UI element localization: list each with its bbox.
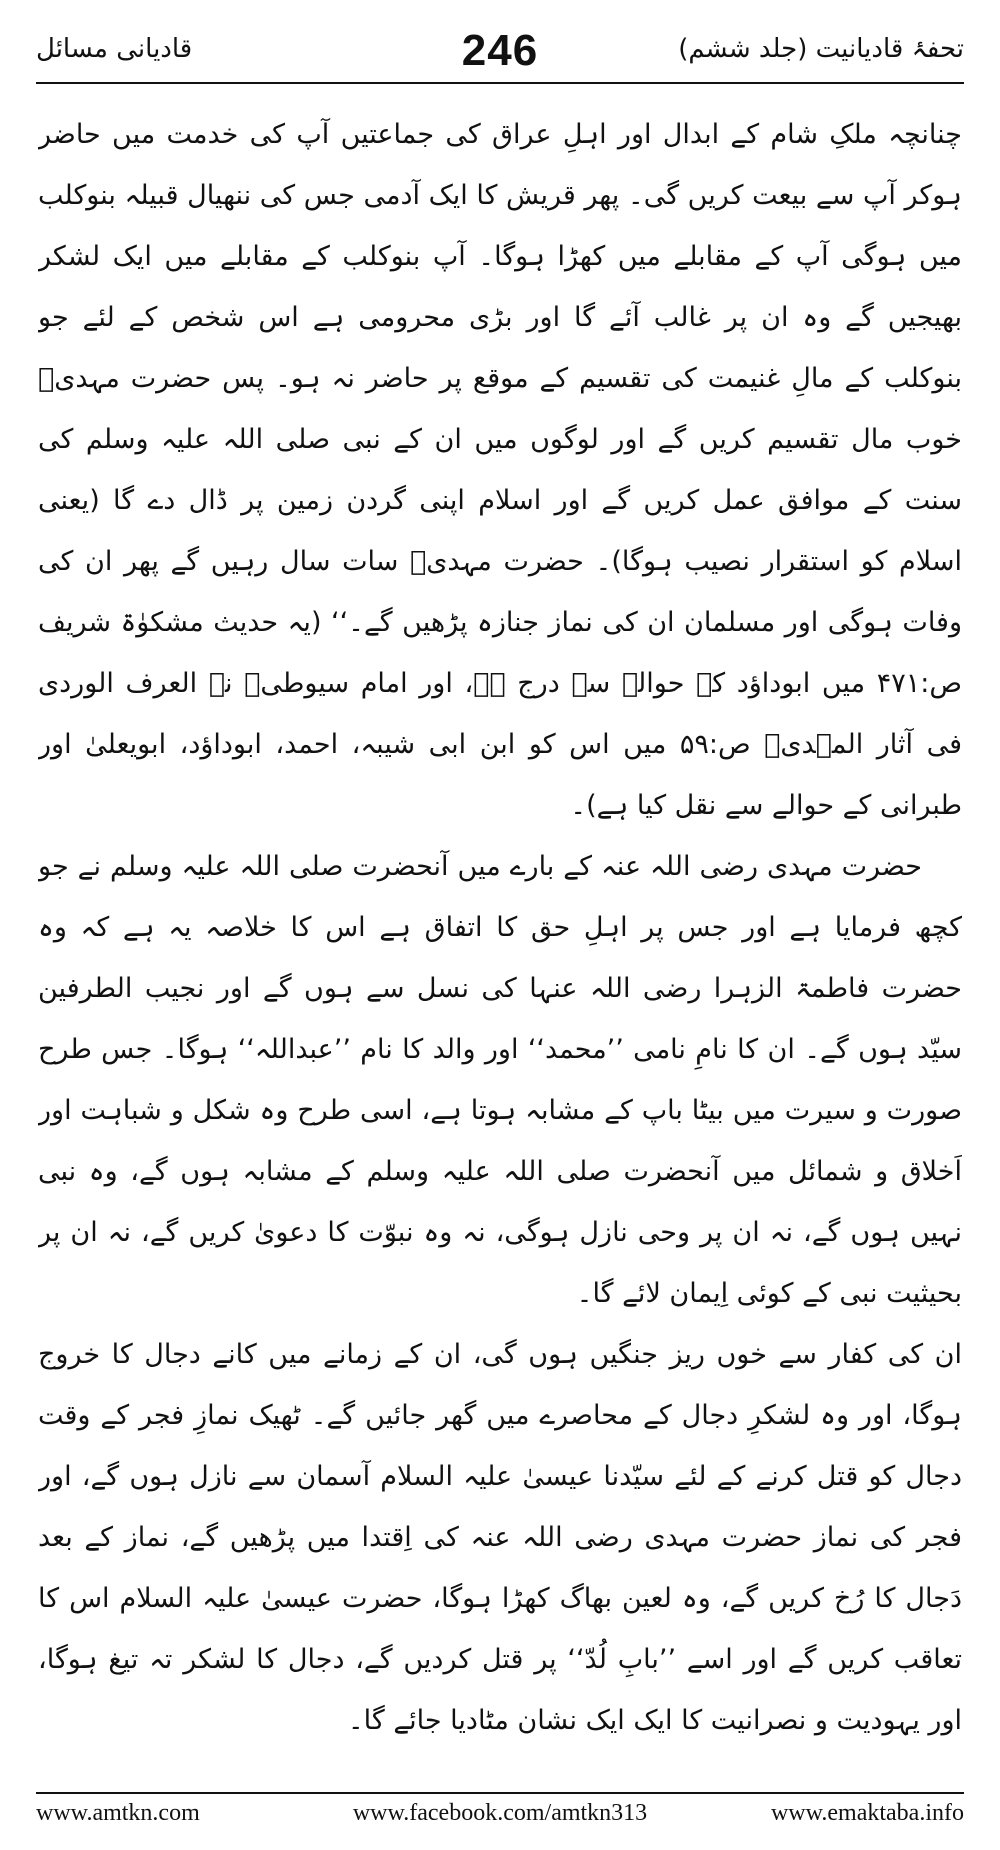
paragraph: ان کی کفار سے خوں ریز جنگیں ہوں گی، ان کے زمانے میں کانے دجال کا خروج ہوگا، اور وہ لشکرِ دجال کے محاصرے میں گھر جائیں گے۔ ٹھیک نمازِ فجر کے وقت دجال کو قتل کرنے کے لئے سیّدنا عیسیٰ علیہ السلام آسمان سے نازل ہوں گے، اور فجر کی نماز حضرت مہدی رضی اللہ عنہ کی اِقتدا میں پڑھیں گے، نماز کے بعد دَجال کا رُخ کریں گے، وہ لعین بھاگ کھڑا ہوگا، حضرت عیسیٰ علیہ السلام اس کا تعاقب کریں گے اور اسے ’’بابِ لُدّ‘‘ پر قتل کردیں گے، دجال کا لشکر تہ تیغ ہوگا، اور یہودیت و نصرانیت کا ایک ایک نشان مٹادیا جائے گا۔ (38, 1339, 962, 1736)
paragraph: حضرت مہدی رضی اللہ عنہ کے بارے میں آنحضرت صلی اللہ علیہ وسلم نے جو کچھ فرمایا ہے اور جس پر اہلِ حق کا اتفاق ہے اس کا خلاصہ یہ ہے کہ وہ حضرت فاطمۃ الزہرا رضی اللہ عنہا کی نسل سے ہوں گے اور نجیب الطرفین سیّد ہوں گے۔ ان کا نامِ نامی ’’محمد‘‘ اور والد کا نام ’’عبداللہ‘‘ ہوگا۔ جس طرح صورت و سیرت میں بیٹا باپ کے مشابہ ہوتا ہے، اسی طرح وہ شکل و شباہت اور اَخلاق و شمائل میں آنحضرت صلی اللہ علیہ وسلم کے مشابہ ہوں گے، وہ نبی نہیں ہوں گے، نہ ان پر وحی نازل ہوگی، نہ وہ نبوّت کا دعویٰ کریں گے، نہ ان پر بحیثیت نبی کے کوئی اِیمان لائے گا۔ (38, 851, 962, 1309)
footer-link-facebook[interactable]: www.facebook.com/amtkn313 (352, 1800, 648, 1826)
body-text (38, 104, 962, 1764)
page-header (36, 26, 964, 96)
footer-link-amtkn[interactable]: www.amtkn.com (36, 1800, 200, 1826)
book-title: تحفۂ قادیانیت (جلد ششم) (678, 34, 964, 64)
section-title: قادیانی مسائل (36, 34, 193, 64)
footer-link-emaktaba[interactable]: www.emaktaba.info (770, 1800, 964, 1826)
paragraph: چنانچہ ملکِ شام کے ابدال اور اہلِ عراق کی جماعتیں آپ کی خدمت میں حاضر ہوکر آپ سے بیعت کریں گی۔ پھر قریش کا ایک آدمی جس کی ننھیال قبیلہ بنوکلب میں ہوگی آپ کے مقابلے میں کھڑا ہوگا۔ آپ بنوکلب کے مقابلے میں ایک لشکر بھیجیں گے وہ ان پر غالب آئے گا اور بڑی محرومی ہے اس شخص کے لئے جو بنوکلب کے مالِ غنیمت کی تقسیم کے موقع پر حاضر نہ ہو۔ پس حضرت مہدیؓ خوب مال تقسیم کریں گے اور لوگوں میں ان کے نبی صلی اللہ علیہ وسلم کی سنت کے موافق عمل کریں گے اور اسلام اپنی گردن زمین پر ڈال دے گا (یعنی اسلام کو استقرار نصیب ہوگا)۔ حضرت مہدیؓ سات سال رہیں گے پھر ان کی وفات ہوگی اور مسلمان ان کی نماز جنازہ پڑھیں گے۔‘‘ (یہ حدیث مشکوٰۃ شریف ص:۴۷۱ میں ابوداؤد کے حوالے سے درج ہے، اور امام سیوطیؒ نے العرف الوردی فی آثار المہدیؒ ص:۵۹ میں اس کو ابن ابی شیبہ، احمد، ابوداؤد، ابویعلیٰ اور طبرانی کے حوالے سے نقل کیا ہے)۔ (38, 119, 962, 821)
footer-divider (36, 1792, 964, 1794)
page-footer (36, 1800, 964, 1836)
header-divider (36, 82, 964, 84)
page-number: 246 (461, 26, 539, 75)
